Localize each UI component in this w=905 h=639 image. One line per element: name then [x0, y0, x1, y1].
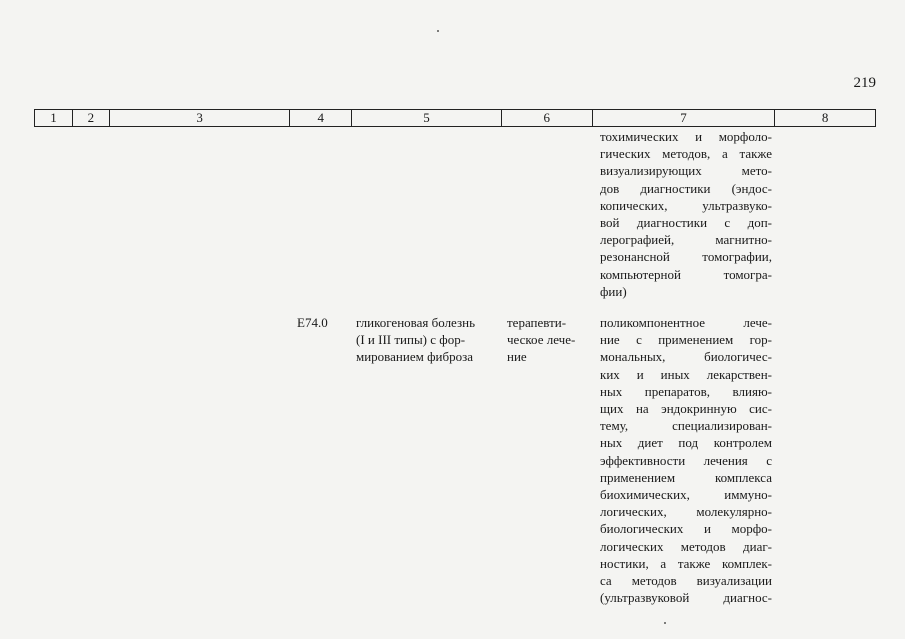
text-line: ние — [507, 349, 527, 365]
text-line: биологических и морфо- — [600, 521, 772, 537]
text-line: гических методов, а также — [600, 146, 772, 162]
text-line: са методов визуализации — [600, 573, 772, 589]
text-line: мированием фиброза — [356, 349, 473, 365]
text-line: резонансной томографии, — [600, 249, 772, 265]
text-line: терапевти- — [507, 315, 567, 330]
text-line: дов диагностики (эндос- — [600, 180, 772, 196]
text-line: логических, молекулярно- — [600, 504, 772, 520]
text-line: ких и иных лекарствен- — [600, 366, 772, 382]
text-line: визуализирующих мето- — [600, 163, 772, 179]
column-number-3: 3 — [110, 110, 291, 126]
text-line: логических методов диаг- — [600, 538, 772, 554]
column-number-7: 7 — [593, 110, 776, 126]
text-line: ных диет под контролем — [600, 435, 772, 451]
treatment-method — [600, 314, 772, 606]
text-line: биохимических, иммуно- — [600, 487, 772, 503]
column-number-2: 2 — [73, 110, 110, 126]
text-line: ческое лече- — [507, 332, 576, 348]
text-line: (ультразвуковой диагнос- — [600, 590, 772, 606]
scan-speck — [437, 30, 439, 32]
text-line: тему, специализирован- — [600, 418, 772, 434]
text-line: ностики, а также комплек- — [600, 555, 772, 571]
table-header-row — [34, 109, 876, 127]
text-line: тохимических и морфоло- — [600, 129, 772, 144]
text-line: ных препаратов, влияю- — [600, 383, 772, 399]
column-number-1: 1 — [35, 110, 73, 126]
text-line: фии) — [600, 283, 627, 299]
text-line: компьютерной томогра- — [600, 266, 772, 282]
disease-code: E74.0 — [297, 315, 328, 330]
text-line: (I и III типы) с фор- — [356, 332, 466, 348]
column-number-5: 5 — [352, 110, 502, 126]
text-line: ние с применением гор- — [600, 332, 772, 348]
column-number-6: 6 — [502, 110, 593, 126]
continuation-treatment-method — [600, 128, 772, 300]
text-line: вой диагностики с доп- — [600, 215, 772, 231]
text-line: эффективности лечения с — [600, 452, 772, 468]
text-line: мональных, биологичес- — [600, 349, 772, 365]
column-number-8: 8 — [821, 110, 829, 125]
text-line: щих на эндокринную сис- — [600, 401, 772, 417]
scan-speck — [664, 622, 666, 624]
disease-name — [356, 314, 498, 366]
text-line: применением комплекса — [600, 469, 772, 485]
treatment-type — [507, 314, 593, 366]
page-number: 219 — [853, 75, 876, 91]
text-line: копических, ультразвуко- — [600, 197, 772, 213]
text-line: поликомпонентное лече- — [600, 315, 772, 330]
column-number-4: 4 — [290, 110, 352, 126]
text-line: гликогеновая болезнь — [356, 315, 476, 330]
text-line: лерографией, магнитно- — [600, 232, 772, 248]
